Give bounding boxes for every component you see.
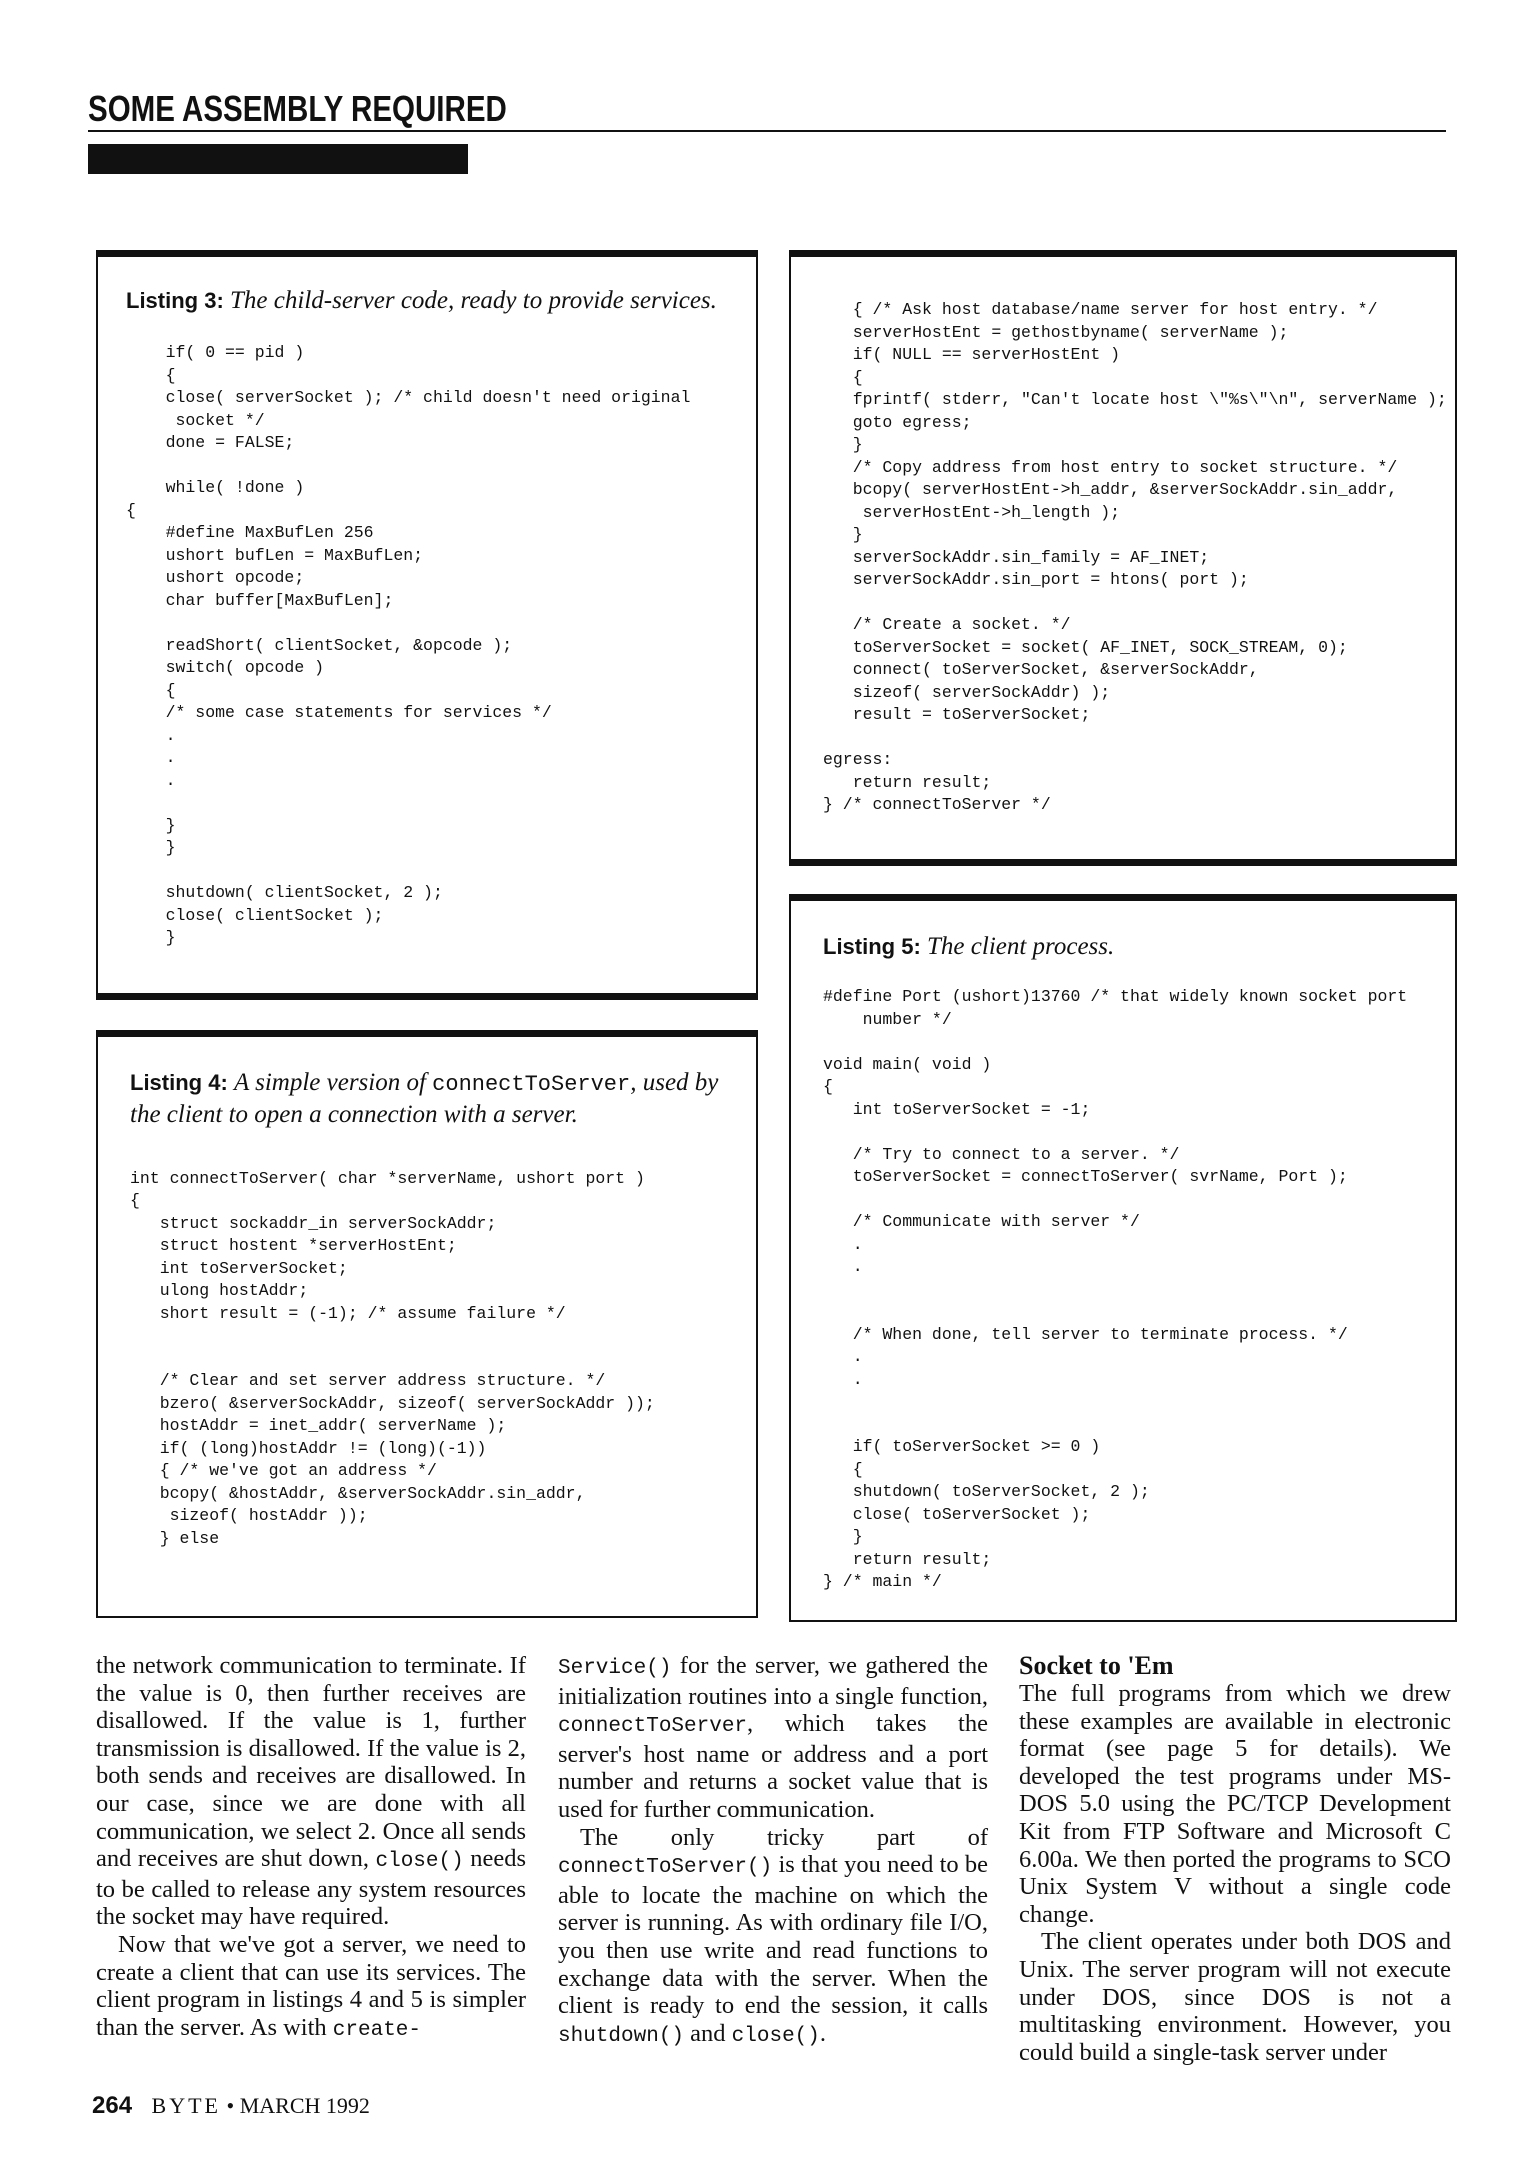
col1-p1-end: needs to be called to release any system resources the socket may have required.: [96, 1845, 527, 1931]
header-rule: [88, 130, 1446, 132]
col1-p2-code: create-: [332, 2018, 422, 2042]
listing-3-title: [126, 285, 734, 316]
body-column-1: [96, 1652, 526, 2044]
magazine-name: BYTE: [151, 2093, 221, 2118]
col2-p1-code2: connectToServer: [558, 1715, 748, 1739]
listing-4-title: [130, 1067, 734, 1130]
page-folio: [92, 2092, 370, 2120]
col1-p1-text: the network communication to terminate. If the value is 0, then further receives are disallowed. If the value is 1, further transmission is disallowed. If the value is 2, both sends and receives are disallowed. In our case, since we are done with all communication, we select 2. Once all sends and receives are shut down,: [96, 1652, 526, 1873]
col3-paragraph-2: The client operates under both DOS and Unix. The server program will not execute under DOS, since DOS is not a multitasking environment. However, you could build a single-task server under: [1019, 1928, 1451, 2066]
col1-paragraph-1: [96, 1652, 526, 1931]
listing-3-box: [96, 250, 758, 1000]
page-number: 264: [92, 2092, 133, 2119]
body-column-2: [558, 1652, 988, 2050]
listing-4-continued-box: [789, 250, 1457, 866]
issue-date: MARCH 1992: [239, 2093, 370, 2118]
col2-p2-end: .: [819, 2019, 826, 2047]
listing-4-continued-code: { /* Ask host database/name server for host entry. */ serverHostEnt = gethostbyname( serverName ); if( NULL == serverHostEnt ) { fprintf( stderr, "Can't locate host \"%s\"\n", serverName ); goto egress; } /* Copy address from host entry to socket structure. */ bcopy( serverHostEnt->h_addr, &serverSockAddr.sin_addr, serverHostEnt->h_length ); } serverSockAddr.sin_family = AF_INET; serverSockAddr.sin_port = htons( port ); /* Create a socket. */ toServerSocket = socket( AF_INET, SOCK_STREAM, 0); connect( toServerSocket, &serverSockAddr, sizeof( serverSockAddr) ); result = toServerSocket; egress: return result; } /* connectToServer */: [823, 300, 1447, 814]
listing-4-label: Listing 4:: [130, 1070, 228, 1095]
body-column-3: [1019, 1652, 1451, 2066]
listing-4-caption-part2: , used by the client to open a connection with a server.: [130, 1069, 719, 1128]
col2-p1-end: , which takes the server's host name or address and a port number and returns a socket value that is used for further communication.: [558, 1710, 988, 1823]
col2-p2-mid: is that you need to be able to locate the machine on which the server is running. As with ordinary file I/O, you then use write and read functions to exchange data with the server. When the client is ready to end the session, it calls: [558, 1851, 988, 2020]
col2-p2-and: and: [690, 2019, 726, 2047]
col1-p1-code: close(): [375, 1850, 464, 1874]
col2-p2-code3: close(): [731, 2024, 820, 2048]
col1-paragraph-2: [96, 1931, 526, 2044]
listing-3-caption: The child-server code, ready to provide services.: [230, 287, 717, 314]
listing-5-box: [789, 894, 1457, 1622]
col2-p1-mid: for the server, we gathered the initialization routines into a single function,: [558, 1652, 988, 1710]
col3-paragraph-1: The full programs from which we drew these examples are available in electronic format (see page 5 for details). We developed the test programs under MS-DOS 5.0 using the PC/TCP Development Kit from FTP Software and Microsoft C 6.00a. We then ported the programs to SCO Unix System V without a single code change.: [1019, 1680, 1451, 1928]
listing-4-caption-part1: A simple version of: [234, 1069, 426, 1096]
listing-3-label: Listing 3:: [126, 288, 224, 313]
section-heading: Socket to 'Em: [1019, 1651, 1174, 1680]
listing-5-label: Listing 5:: [823, 934, 921, 959]
listing-5-caption: The client process.: [927, 933, 1115, 960]
col2-p2-code2: shutdown(): [558, 2024, 685, 2048]
header-black-bar: [88, 144, 468, 174]
listing-4-code: int connectToServer( char *serverName, ushort port ) { struct sockaddr_in serverSockAddr; struct hostent *serverHostEnt; int toServerSocket; ulong hostAddr; short result = (-1); /* assume failure */ /* Clear and set server address structure. */ bzero( &serverSockAddr, sizeof( serverSockAddr )); hostAddr = inet_addr( serverName ); if( (long)hostAddr != (long)(-1)) { /* we've got an address */ bcopy( &hostAddr, &serverSockAddr.sin_addr, sizeof( hostAddr )); } else: [130, 1168, 655, 1548]
col2-p1-code: Service(): [558, 1657, 672, 1680]
listing-4-caption-code: connectToServer: [432, 1072, 631, 1097]
listing-5-code: #define Port (ushort)13760 /* that widely known socket port number */ void main( void ) { int toServerSocket = -1; /* Try to connect to a server. */ toServerSocket = connectToServer( svrName, Port ); /* Communicate with server */ . . /* When done, tell server to terminate process. */ . . if( toServerSocket >= 0 ) { shutdown( toServerSocket, 2 ); close( toServerSocket ); } return result; } /* main */: [823, 987, 1408, 1592]
listing-4-box: [96, 1030, 758, 1618]
section-title: SOME ASSEMBLY REQUIRED: [88, 88, 507, 129]
listing-3-code: if( 0 == pid ) { close( serverSocket ); /* child doesn't need original socket */ done = FALSE; while( !done ) { #define MaxBufLen 256 ushort bufLen = MaxBufLen; ushort opcode; char buffer[MaxBufLen]; readShort( clientSocket, &opcode ); switch( opcode ) { /* some case statements for services */ . . . } } shutdown( clientSocket, 2 ); close( clientSocket ); }: [126, 343, 691, 948]
listing-5-title: [823, 931, 1437, 962]
folio-bullet: •: [226, 2093, 235, 2118]
col1-p2-text: Now that we've got a server, we need to create a client that can use its services. The client program in listings 4 and 5 is simpler than the server. As with: [96, 1930, 526, 2041]
col2-p2-code: connectToServer(): [558, 1856, 773, 1880]
col2-paragraph-2: [558, 1824, 988, 2051]
col2-paragraph-1: [558, 1652, 988, 1824]
col2-p2-text: The only tricky part of: [580, 1823, 988, 1851]
